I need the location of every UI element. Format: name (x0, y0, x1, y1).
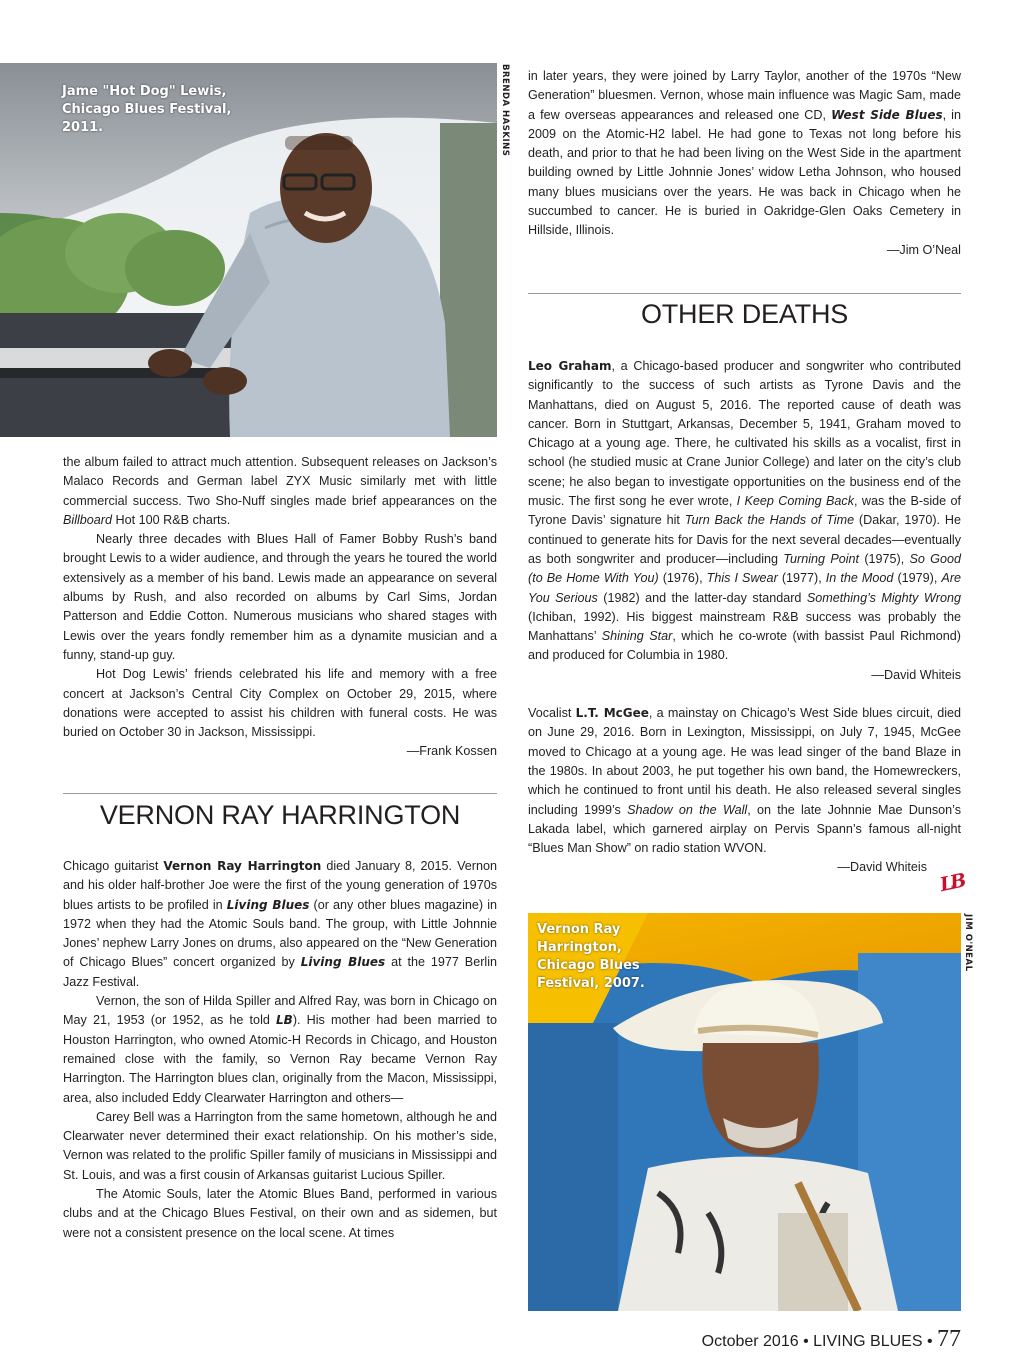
other-deaths-column (528, 357, 961, 878)
text: (1975), (859, 551, 910, 566)
song-title: In the Mood (825, 571, 894, 586)
section-divider (528, 293, 961, 294)
caption-line: Vernon Ray (537, 922, 621, 937)
song-title: Shining Star (601, 629, 673, 644)
magazine-name: LB (276, 1013, 293, 1028)
footer-issue: October 2016 • LIVING BLUES • (701, 1333, 933, 1350)
caption-line: Chicago Blues Festival, (62, 102, 232, 117)
paragraph (528, 357, 961, 666)
text: the album failed to attract much attention. Subsequent releases on Jackson’s Malaco Records and German label ZYX Music similarly met with little commercial success. Two Sho-Nuff singles made brief appearances on the (63, 455, 497, 508)
text: Vocalist (528, 706, 576, 721)
caption-line: Jame "Hot Dog" Lewis, (62, 84, 227, 99)
paragraph: Nearly three decades with Blues Hall of Famer Bobby Rush’s band brought Lewis to a wider audience, and through the years he toured the world extensively as a member of his band. Lewis made an appearance on several albums by Rush, and also recorded on albums by Carl Sims, Jordan Patterson and Eddie Cotton. Numerous musicians who shared stages with Lewis over the years fondly remember him as a dynamite musician and a funny, stand-up guy. (63, 532, 497, 662)
text: , which he co-wrote (with bassist Paul Richmond) and produced for Columbia in 1980. (528, 629, 962, 663)
photo-credit: JIM O'NEAL (963, 914, 973, 972)
song-title: Are You Serious (528, 571, 962, 605)
author-signature: —David Whiteis (871, 667, 961, 682)
text: (1979), (893, 571, 942, 586)
photo-credit: BRENDA HASKINS (500, 64, 510, 157)
person-name: Vernon Ray Harrington (163, 859, 322, 873)
text: Chicago guitarist (63, 859, 164, 873)
author-signature: —Jim O’Neal (886, 242, 961, 257)
section-heading: OTHER DEATHS (640, 299, 849, 329)
harrington-column (63, 857, 497, 1243)
text: in later years, they were joined by Larry Taylor, another of the 1970s “New Generation” bluesmen. Vernon, whose main influence was Magic Sam, made a few overseas appearances and released one CD, (528, 69, 961, 122)
paragraph (528, 67, 961, 241)
paragraph (63, 992, 497, 1108)
caption-line: Festival, 2007. (537, 976, 645, 991)
person-name: Leo Graham (528, 359, 612, 373)
album-title: West Side Blues (831, 107, 943, 122)
text: (Dakar, 1970). He continued to generate hits for Davis for the next several decades—eventually as both songwriter and producer—including (528, 513, 961, 566)
section-divider (63, 793, 497, 794)
text: (Ichiban, 1992). His biggest mainstream R&B success was probably the Manhattans’ (528, 609, 961, 644)
song-title: Turn Back the Hands of Time (684, 513, 855, 528)
paragraph (528, 704, 961, 858)
text: (1982) and the latter-day standard (597, 590, 807, 605)
magazine-name: Living Blues (300, 955, 386, 970)
photo-caption (537, 921, 645, 993)
publication-title: Billboard (63, 512, 113, 527)
text: Hot 100 R&B charts. (112, 512, 231, 527)
photo-vernon-ray-harrington (528, 913, 961, 1311)
caption-line: 2011. (62, 120, 104, 135)
person-name: L.T. McGee (575, 706, 649, 721)
paragraph: The Atomic Souls, later the Atomic Blues Band, performed in various clubs and at the Chicago Blues Festival, on their own and as sidemen, but were not a consistent presence on the local scene. At times (63, 1187, 497, 1240)
photo-hot-dog-lewis (0, 63, 497, 437)
author-signature: —David Whiteis (837, 860, 927, 875)
author-signature-row (528, 858, 961, 877)
harrington-continued-column (528, 67, 961, 260)
song-title: Something’s Mighty Wrong (806, 590, 961, 605)
text: , a Chicago-based producer and songwriter who contributed significantly to the success of such artists as Tyrone Davis and the Manhattans, died on August 5, 2016. The reported cause of death was cancer. Born in Stuttgart, Arkansas, December 5, 1941, Graham moved to Chicago at a young age. There, he cultivated his skills as a vocalist, first in school (he studied music at Crane Junior College) and later on the city’s club scene; he also began to investigate opportunities on the business end of the music. The first song he ever wrote, (528, 359, 961, 509)
text: , on the late Johnnie Mae Dunson’s Lakada label, which garnered airplay on Pervis Spann’s famous all-night “Blues Man Show” on radio station WVON. (528, 802, 961, 856)
text: ). His mother had been married to Houston Harrington, who owned Atomic-H Records in Chicago, and Houston remained close with the family, so Vernon Ray became Vernon Ray Harrington. The Harrington blues clan, originally from the Macon, Mississippi, area, also included Eddy Clearwater Harrington and others— (63, 1013, 497, 1105)
magazine-name: Living Blues (226, 897, 310, 912)
paragraph: Carey Bell was a Harrington from the same hometown, although he and Clearwater never determined their exact relationship. On his mother’s side, Vernon was related to the prolific Spiller family of musicians in Mississippi and St. Louis, and was a first cousin of Arkansas guitarist Lucious Spiller. (63, 1109, 497, 1182)
paragraph: Hot Dog Lewis’ friends celebrated his life and memory with a free concert at Jackson’s Central City Complex on October 29, 2015, where donations were accepted to assist his children with funeral costs. He was buried on October 30 in Jackson, Mississippi. (63, 667, 497, 740)
section-heading: VERNON RAY HARRINGTON (99, 800, 461, 830)
song-title: I Keep Coming Back (736, 494, 855, 509)
text: died January 8, 2015. Vernon and his older half-brother Joe were the first of the young generation of 1970s blues artists to be profiled in (63, 859, 497, 912)
lewis-story-column (63, 453, 497, 762)
song-title: Turning Point (783, 551, 860, 566)
text: (1976), (658, 571, 707, 586)
page-number: 77 (937, 1326, 961, 1352)
caption-line: Chicago Blues (537, 958, 640, 973)
text: , a mainstay on Chicago’s West Side blues circuit, died on June 29, 2016. Born in Lexington, Mississippi, on July 7, 1945, McGee moved to Chicago at a young age. He was lead singer of the band Blaze in the 1980s. In about 2003, he put together his own band, the Homewreckers, which he continued to front until his death. He also released several singles including 1999’s (528, 706, 961, 817)
song-title: This I Swear (706, 571, 778, 586)
caption-line: Harrington, (537, 940, 622, 955)
song-title: Shadow on the Wall (627, 802, 748, 817)
text: (or any other blues magazine) in 1972 when they had the Atomic Souls band. The group, with Little Johnnie Jones’ nephew Larry Jones on drums, also appeared on the “New Generation of Chicago Blues” concert organized by (63, 897, 497, 970)
end-mark-lb: LB (937, 869, 966, 897)
text: Vernon, the son of Hilda Spiller and Alfred Ray, was born in Chicago on May 21, 1953 (or 1952, as he told (63, 994, 497, 1028)
paragraph (63, 453, 497, 530)
author-signature: —Frank Kossen (406, 744, 497, 759)
text: at the 1977 Berlin Jazz Festival. (63, 955, 498, 989)
song-title: So Good (to Be Home With You) (528, 551, 961, 586)
photo-caption (62, 83, 231, 137)
page-footer (702, 1326, 961, 1353)
text: (1977), (777, 571, 826, 586)
text: , was the B-side of Tyrone Davis’ signature hit (528, 494, 961, 528)
paragraph (63, 857, 497, 992)
text: , in 2009 on the Atomic-H2 label. He had gone to Texas not long before his death, and prior to that he had been living on the West Side in the apartment building owned by Little Johnnie Jones’ widow Letha Johnson, who housed many blues musicians over the years. He was back in Chicago when he succumbed to cancer. He is buried in Oakridge-Glen Oaks Cemetery in Hillside, Illinois. (528, 107, 961, 238)
